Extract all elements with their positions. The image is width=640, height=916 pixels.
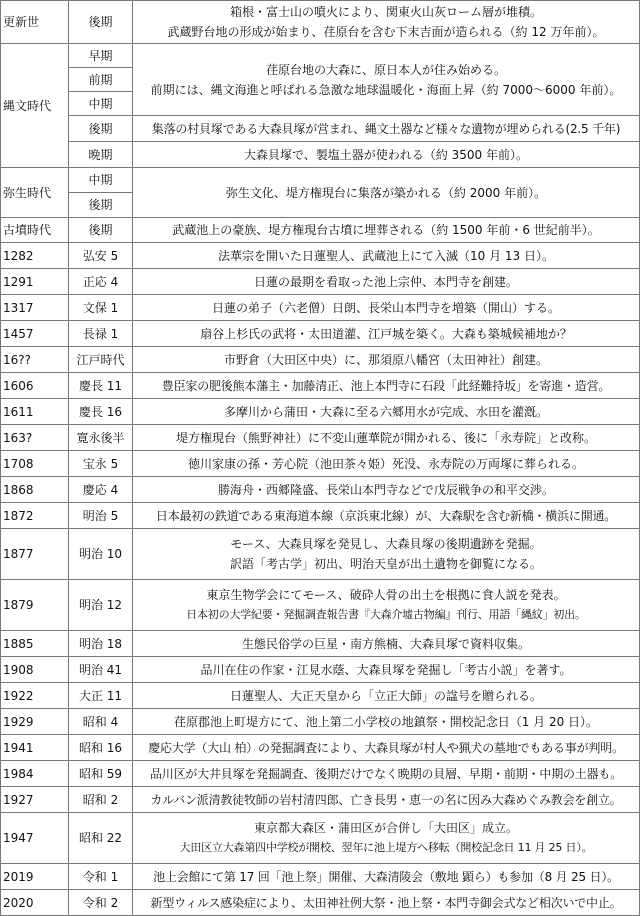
period-cell: 前期 bbox=[69, 68, 133, 92]
event-cell: 勝海舟・西郷隆盛、長栄山本門寺などで戊辰戦争の和平交渉。 bbox=[133, 477, 640, 503]
table-row bbox=[1, 477, 640, 503]
period-cell: 明治 12 bbox=[69, 580, 133, 631]
event-line: 訳語「考古学」初出、明治天皇が出土遺物を御覧になる。 bbox=[229, 557, 542, 571]
table-row bbox=[1, 347, 640, 373]
event-line: 東京生物学会にてモース、破砕人骨の出土を根拠に食人説を発表。 bbox=[206, 588, 566, 602]
event-line: 東京都大森区・蒲田区が合併し「大田区」成立。 bbox=[253, 821, 518, 835]
event-cell: 武蔵池上の豪族、堤方権現台古墳に埋葬される（約 1500 年前・6 世紀前半）。 bbox=[133, 218, 640, 243]
period-cell: 慶応 4 bbox=[69, 477, 133, 503]
period-cell: 弘安 5 bbox=[69, 243, 133, 269]
year-cell: 1868 bbox=[1, 477, 69, 503]
table-row bbox=[1, 761, 640, 787]
event-cell bbox=[133, 813, 640, 864]
event-cell: 市野倉（大田区中央）に、那須原八幡宮（太田神社）創建。 bbox=[133, 347, 640, 373]
table-row bbox=[1, 787, 640, 813]
event-cell: 日蓮聖人、大正天皇から「立正大師」の諡号を贈られる。 bbox=[133, 683, 640, 709]
event-line: 武蔵野台地の形成が始まり、荏原台を含む下末吉面が造られる（約 12 万年前）。 bbox=[167, 25, 605, 39]
period-cell: 寛永後半 bbox=[69, 425, 133, 451]
period-cell: 正応 4 bbox=[69, 269, 133, 295]
event-cell: 日蓮の弟子（六老僧）日朗、長栄山本門寺を増築（開山）する。 bbox=[133, 295, 640, 321]
table-row bbox=[1, 631, 640, 657]
period-cell: 慶長 16 bbox=[69, 399, 133, 425]
era-cell: 弥生時代 bbox=[1, 168, 69, 218]
period-cell: 晩期 bbox=[69, 142, 133, 168]
event-cell bbox=[133, 44, 640, 116]
period-cell: 明治 18 bbox=[69, 631, 133, 657]
event-cell: 法華宗を開いた日蓮聖人、武蔵池上にて入滅（10 月 13 日）。 bbox=[133, 243, 640, 269]
event-cell: 新型ウィルス感染症により、太田神社例大祭・池上祭・本門寺御会式など相次いで中止。 bbox=[133, 890, 640, 916]
table-row bbox=[1, 580, 640, 631]
table-row bbox=[1, 269, 640, 295]
era-cell: 縄文時代 bbox=[1, 44, 69, 168]
year-cell: 1947 bbox=[1, 813, 69, 864]
event-cell: 品川在住の作家・江見水蔭、大森貝塚を発掘し「考古小説」を著す。 bbox=[133, 657, 640, 683]
era-cell: 古墳時代 bbox=[1, 218, 69, 243]
event-line: 日本初の大学紀要・発掘調査報告書『大森介墟古物編』刊行、用語「縄紋」初出。 bbox=[186, 608, 586, 621]
event-cell: 大森貝塚で、製塩土器が使われる（約 3500 年前）。 bbox=[133, 142, 640, 168]
table-row bbox=[1, 735, 640, 761]
table-row bbox=[1, 295, 640, 321]
table-row bbox=[1, 142, 640, 168]
year-cell: 163? bbox=[1, 425, 69, 451]
era-cell: 更新世 bbox=[1, 1, 69, 44]
event-cell: カルバン派清教徒牧師の岩村清四郎、亡き長男・恵一の名に因み大森めぐみ教会を創立。 bbox=[133, 787, 640, 813]
year-cell: 1908 bbox=[1, 657, 69, 683]
event-cell: 多摩川から蒲田・大森に至る六郷用水が完成、水田を灌漑。 bbox=[133, 399, 640, 425]
event-cell: 徳川家康の孫・芳心院（池田茶々姫）死没、永寿院の万両塚に葬られる。 bbox=[133, 451, 640, 477]
event-cell: 池上会館にて第 17 回「池上祭」開催、大森清陵会（敷地 顕ら）も参加（8 月 25 日）。 bbox=[133, 864, 640, 890]
year-cell: 1927 bbox=[1, 787, 69, 813]
table-row bbox=[1, 864, 640, 890]
table-row bbox=[1, 813, 640, 864]
table-row bbox=[1, 1, 640, 44]
period-cell: 令和 1 bbox=[69, 864, 133, 890]
year-cell: 16?? bbox=[1, 347, 69, 373]
period-cell: 明治 5 bbox=[69, 503, 133, 529]
table-row bbox=[1, 243, 640, 269]
period-cell: 中期 bbox=[69, 92, 133, 116]
period-cell: 昭和 22 bbox=[69, 813, 133, 864]
event-cell: 扇谷上杉氏の武将・太田道灌、江戸城を築く。大森も築城候補地か？ bbox=[133, 321, 640, 347]
event-cell: 荏原郡池上町堤方にて、池上第二小学校の地鎮祭・開校記念日（1 月 20 日）。 bbox=[133, 709, 640, 735]
event-line: 前期には、縄文海進と呼ばれる急激な地球温暖化・海面上昇（約 7000～6000 年前）。 bbox=[150, 82, 622, 97]
table-row bbox=[1, 373, 640, 399]
year-cell: 1879 bbox=[1, 580, 69, 631]
event-cell: 慶応大学（大山 柏）の発掘調査により、大森貝塚が村人や猟犬の墓地でもある事が判明。 bbox=[133, 735, 640, 761]
event-cell: 豊臣家の肥後熊本藩主・加藤清正、池上本門寺に石段「此経難持坂」を寄進・造営。 bbox=[133, 373, 640, 399]
year-cell: 1984 bbox=[1, 761, 69, 787]
period-cell: 江戸時代 bbox=[69, 347, 133, 373]
period-cell: 明治 10 bbox=[69, 529, 133, 580]
period-cell: 昭和 4 bbox=[69, 709, 133, 735]
event-cell: 堤方権現台（熊野神社）に不変山蓮華院が開かれる、後に「永寿院」と改称。 bbox=[133, 425, 640, 451]
table-row bbox=[1, 657, 640, 683]
table-row bbox=[1, 451, 640, 477]
period-cell: 明治 41 bbox=[69, 657, 133, 683]
year-cell: 2020 bbox=[1, 890, 69, 916]
event-cell: 品川区が大井貝塚を発掘調査、後期だけでなく晩期の貝層、早期・前期・中期の土器も。 bbox=[133, 761, 640, 787]
event-cell: 集落の村貝塚である大森貝塚が営まれ、縄文土器など様々な遺物が埋められる(2.5 千年) bbox=[133, 116, 640, 142]
year-cell: 2019 bbox=[1, 864, 69, 890]
table-row bbox=[1, 529, 640, 580]
year-cell: 1922 bbox=[1, 683, 69, 709]
period-cell: 後期 bbox=[69, 218, 133, 243]
period-cell: 長禄 1 bbox=[69, 321, 133, 347]
event-cell bbox=[133, 529, 640, 580]
year-cell: 1282 bbox=[1, 243, 69, 269]
period-cell: 慶長 11 bbox=[69, 373, 133, 399]
event-line: 荏原台地の大森に、原日本人が住み始める。 bbox=[265, 62, 506, 77]
event-cell: 生態民俗学の巨星・南方熊楠、大森貝塚で資料収集。 bbox=[133, 631, 640, 657]
table-row bbox=[1, 116, 640, 142]
period-cell: 後期 bbox=[69, 1, 133, 44]
table-row bbox=[1, 503, 640, 529]
event-line: モース、大森貝塚を発見し、大森貝塚の後期遺跡を発掘。 bbox=[230, 537, 542, 551]
table-row bbox=[1, 709, 640, 735]
event-cell: 弥生文化、堤方権現台に集落が築かれる（約 2000 年前）。 bbox=[133, 168, 640, 218]
table-row bbox=[1, 399, 640, 425]
table-row bbox=[1, 683, 640, 709]
year-cell: 1885 bbox=[1, 631, 69, 657]
period-cell: 昭和 59 bbox=[69, 761, 133, 787]
year-cell: 1606 bbox=[1, 373, 69, 399]
period-cell: 中期 bbox=[69, 168, 133, 193]
period-cell: 文保 1 bbox=[69, 295, 133, 321]
table-row bbox=[1, 425, 640, 451]
period-cell: 大正 11 bbox=[69, 683, 133, 709]
event-line: 大田区立大森第四中学校が開校、翌年に池上堤方へ移転（開校記念日 11 月 25 日）。 bbox=[179, 841, 593, 854]
year-cell: 1291 bbox=[1, 269, 69, 295]
table-row bbox=[1, 321, 640, 347]
event-cell bbox=[133, 1, 640, 44]
period-cell: 昭和 2 bbox=[69, 787, 133, 813]
year-cell: 1611 bbox=[1, 399, 69, 425]
period-cell: 後期 bbox=[69, 193, 133, 218]
event-cell: 日本最初の鉄道である東海道本線（京浜東北線）が、大森駅を含む新橋・横浜に開通。 bbox=[133, 503, 640, 529]
event-cell: 日蓮の最期を看取った池上宗仲、本門寺を創建。 bbox=[133, 269, 640, 295]
period-cell: 令和 2 bbox=[69, 890, 133, 916]
table-row bbox=[1, 218, 640, 243]
period-cell: 宝永 5 bbox=[69, 451, 133, 477]
year-cell: 1708 bbox=[1, 451, 69, 477]
event-line: 箱根・富士山の噴火により、関東火山灰ローム層が堆積。 bbox=[229, 5, 542, 19]
year-cell: 1877 bbox=[1, 529, 69, 580]
event-cell bbox=[133, 580, 640, 631]
year-cell: 1872 bbox=[1, 503, 69, 529]
table-row bbox=[1, 168, 640, 193]
year-cell: 1317 bbox=[1, 295, 69, 321]
period-cell: 早期 bbox=[69, 44, 133, 68]
year-cell: 1457 bbox=[1, 321, 69, 347]
year-cell: 1929 bbox=[1, 709, 69, 735]
period-cell: 後期 bbox=[69, 116, 133, 142]
table-row bbox=[1, 44, 640, 68]
period-cell: 昭和 16 bbox=[69, 735, 133, 761]
year-cell: 1941 bbox=[1, 735, 69, 761]
